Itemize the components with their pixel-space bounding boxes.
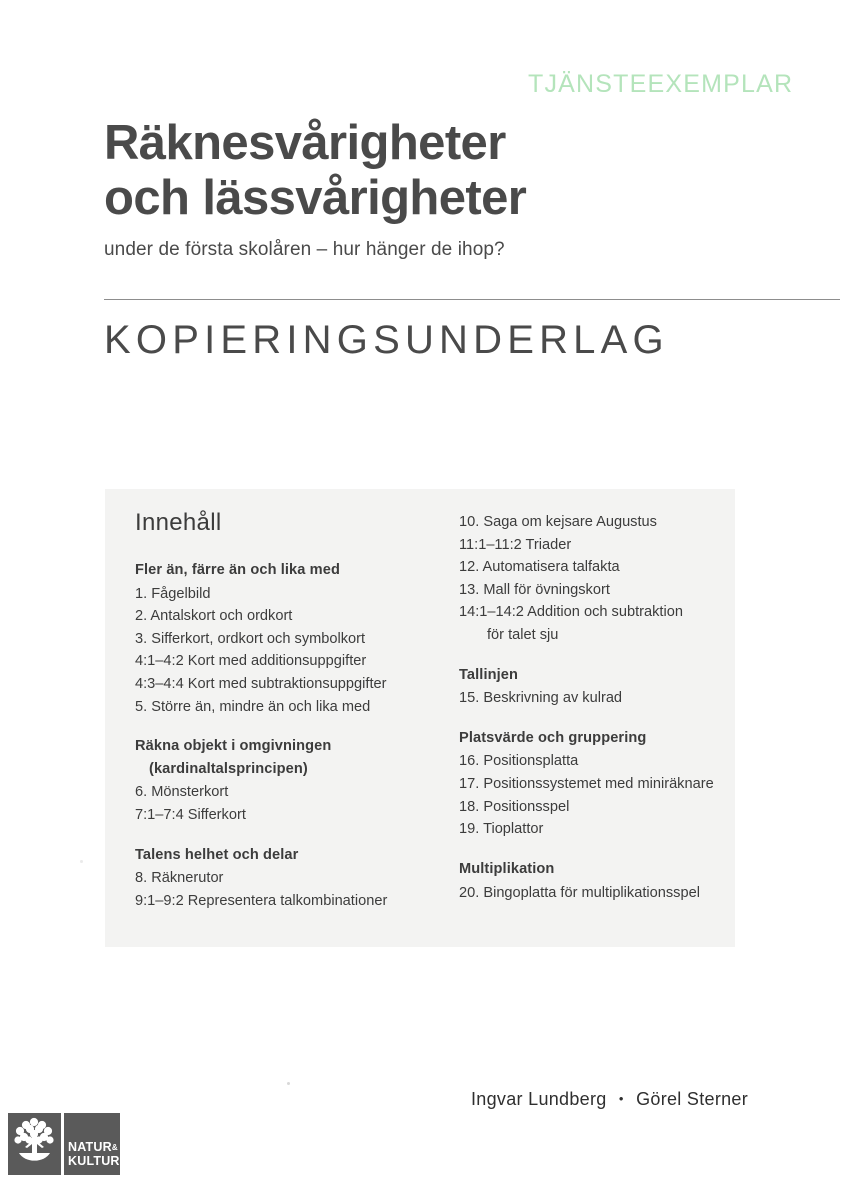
table-of-contents-panel [105,489,735,947]
book-title-line-2: och lässvårigheter [104,170,527,225]
toc-entry[interactable]: 10. Saga om kejsare Augustus [459,514,657,530]
toc-entry[interactable]: 11:1–11:2 Triader [459,536,572,553]
publisher-name-line-1: NATUR& [68,1140,118,1154]
toc-entry[interactable]: 12. Automatisera talfakta [459,559,620,576]
toc-group-title: Räkna objekt i omgivningen (kardinaltalsprincipen) [135,735,425,780]
toc-entry[interactable]: 19. Tioplattor [459,821,544,838]
toc-group-title: Multiplikation [459,860,555,877]
toc-group [135,559,425,718]
author-name-secondary: Görel Sterner [636,1089,749,1109]
toc-entry[interactable]: 6. Mönsterkort [135,784,229,801]
toc-entry-continuation: för talet sju [487,627,559,644]
toc-column-right [459,511,725,904]
masthead [104,116,804,262]
toc-group-title: Fler än, färre än och lika med [135,562,340,578]
toc-group-title: Talens helhet och delar [135,846,299,863]
toc-group-title: Tallinjen [459,666,519,683]
toc-entry[interactable]: 3. Sifferkort, ordkort och symbolkort [135,630,366,647]
toc-entry[interactable]: 15. Beskrivning av kulrad [459,690,623,707]
toc-group [459,858,725,904]
toc-entry[interactable]: 4:1–4:2 Kort med additionsuppgifter [135,653,367,670]
tree-icon [8,1113,61,1175]
toc-entry[interactable]: 13. Mall för övningskort [459,581,610,598]
book-title-line-1: Räknesvårigheter [104,116,506,170]
toc-entry[interactable]: 4:3–4:4 Kort med subtraktionsuppgifter [135,676,387,693]
toc-group [135,735,425,826]
book-subtitle: under de första skolåren – hur hänger de ihop? [104,238,505,260]
toc-entry[interactable]: 18. Positionsspel [459,798,570,815]
toc-group [459,511,725,647]
toc-entry[interactable]: 8. Räknerutor [135,870,224,887]
toc-entry[interactable]: 14:1–14:2 Addition och subtraktion för talet sju [459,601,725,646]
publisher-name [64,1113,120,1175]
publisher-logo [8,1113,120,1175]
author-separator-dot: • [618,1091,624,1106]
scan-speck [80,860,83,863]
author-name-primary: Ingvar Lundberg [471,1089,607,1109]
toc-heading: Innehåll [135,509,222,536]
publisher-name-line-2: KULTUR [68,1153,120,1168]
horizontal-divider [104,299,840,300]
toc-entry[interactable]: 7:1–7:4 Sifferkort [135,807,246,824]
toc-group-title-continuation: (kardinaltalsprincipen) [149,760,308,777]
toc-entry[interactable]: 5. Större än, mindre än och lika med [135,698,371,715]
service-copy-stamp: TJÄNSTEEXEMPLAR [528,70,794,98]
toc-group [459,727,725,841]
toc-entry[interactable]: 17. Positionssystemet med miniräknare [459,776,714,793]
toc-entry[interactable]: 20. Bingoplatta för multiplikationsspel [459,884,700,901]
toc-entry[interactable]: 1. Fågelbild [135,585,211,602]
toc-entry[interactable]: 9:1–9:2 Representera talkombinationer [135,892,388,909]
toc-entry[interactable]: 2. Antalskort och ordkort [135,608,293,625]
authors-line [471,1089,748,1110]
toc-group [135,844,425,913]
scan-speck [287,1082,290,1085]
toc-group-title: Platsvärde och gruppering [459,729,647,746]
toc-column-left [135,559,425,913]
section-label: KOPIERINGSUNDERLAG [104,318,669,362]
toc-group [459,664,725,710]
toc-entry[interactable]: 16. Positionsplatta [459,753,579,770]
ampersand-icon: & [111,1143,118,1152]
